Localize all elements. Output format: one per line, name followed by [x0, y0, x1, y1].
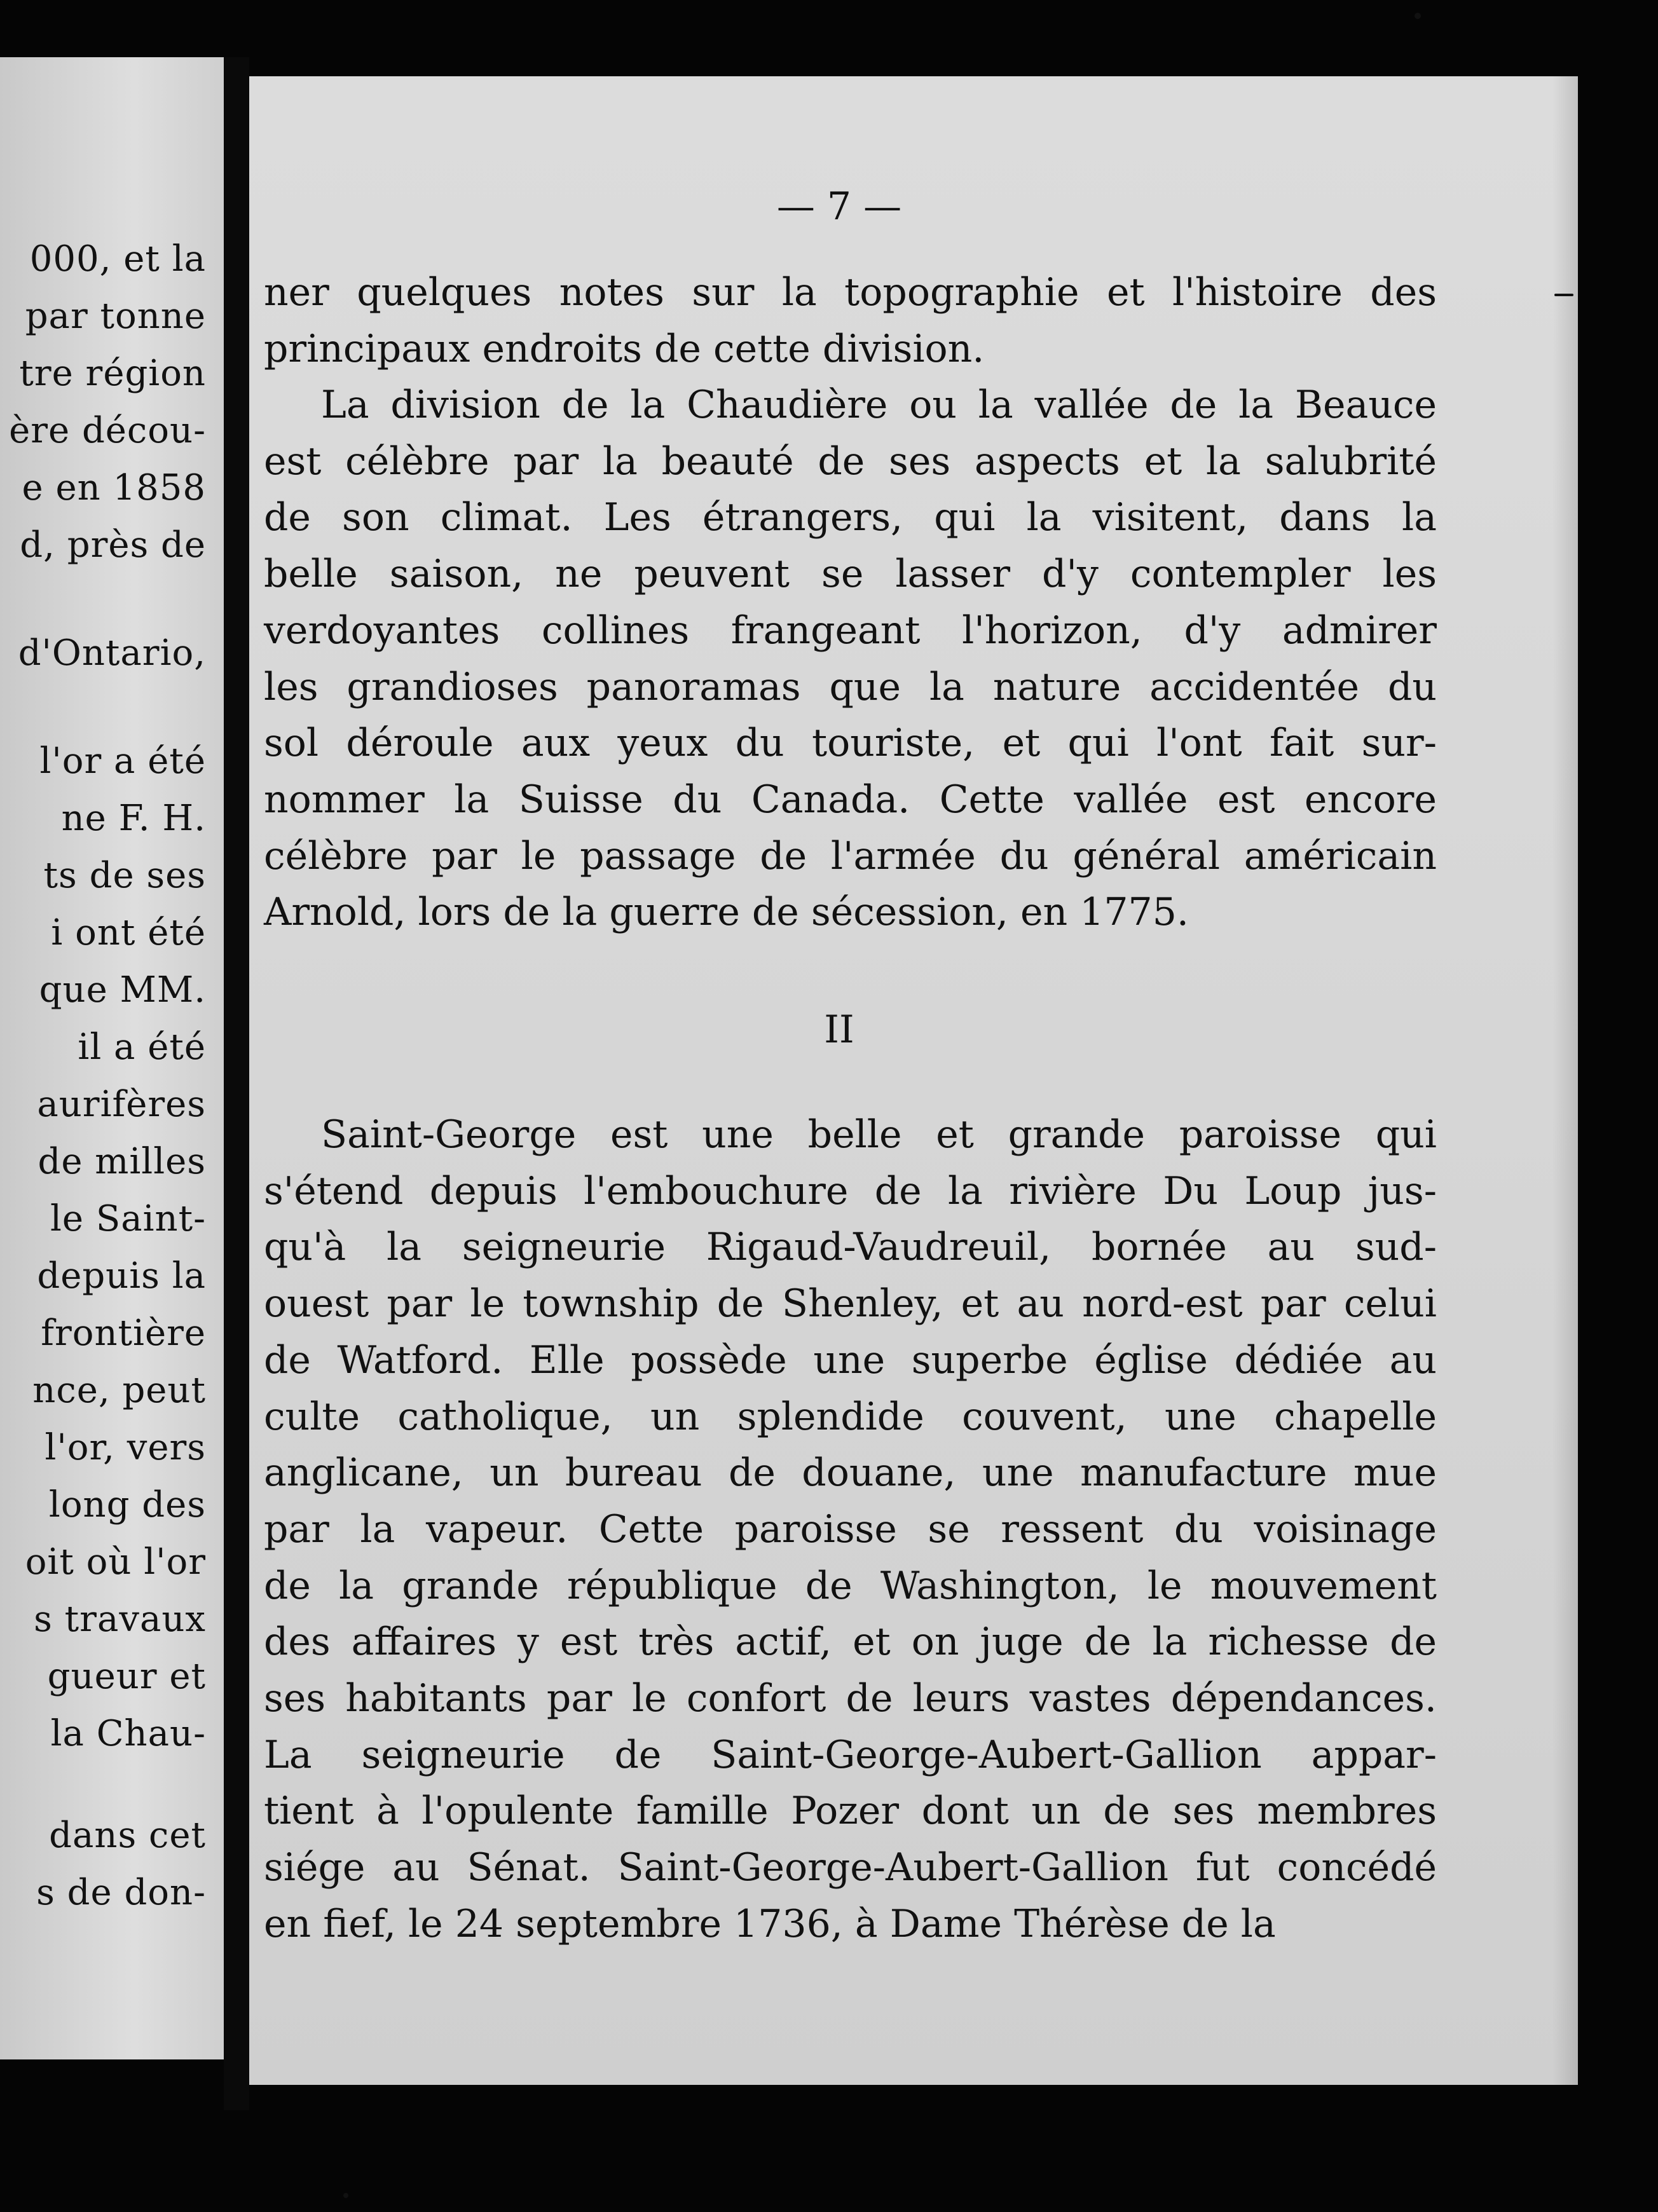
left-page-fragment: nce, peut [32, 1370, 206, 1411]
text-line: tient à l'opulente famille Pozer dont un de ses membres [264, 1789, 1437, 1833]
page-number: — 7 — [776, 184, 902, 229]
left-page-fragment: l'or, vers [45, 1427, 206, 1468]
text-line: La seigneurie de Saint-George-Aubert-Gallion appar- [264, 1733, 1437, 1777]
left-page-fragment: depuis la [37, 1255, 206, 1297]
text-line: de son climat. Les étrangers, qui la visitent, dans la [264, 495, 1437, 540]
book-gutter [224, 57, 249, 2110]
text-line: sol déroule aux yeux du touriste, et qui l'ont fait sur- [264, 721, 1437, 765]
text-line: Saint-George est une belle et grande paroisse qui [321, 1112, 1437, 1157]
left-page-fragment: s de don- [36, 1872, 206, 1913]
left-page-fragment: i ont été [51, 912, 206, 953]
text-line: belle saison, ne peuvent se lasser d'y contempler les [264, 552, 1437, 596]
text-line: s'étend depuis l'embouchure de la rivière Du Loup jus- [264, 1169, 1437, 1213]
page-edge-shadow [1552, 76, 1578, 2085]
right-page [249, 76, 1578, 2085]
left-page-fragment: il a été [78, 1027, 206, 1068]
text-line: ses habitants par le confort de leurs vastes dépendances. [264, 1676, 1437, 1721]
left-page-fragment: le Saint- [50, 1198, 206, 1239]
left-page-fragment: ts de ses [43, 855, 206, 896]
text-line: qu'à la seigneurie Rigaud-Vaudreuil, bornée au sud- [264, 1225, 1437, 1269]
text-line: est célèbre par la beauté de ses aspects et la salubrité [264, 439, 1437, 484]
text-line: La division de la Chaudière ou la vallée de la Beauce [321, 383, 1437, 427]
left-page [0, 57, 224, 2059]
section-numeral: II [824, 1007, 854, 1052]
text-line: nommer la Suisse du Canada. Cette vallée est encore [264, 777, 1437, 822]
left-page-fragment: ère décou- [9, 410, 206, 451]
left-page-fragment: gueur et [47, 1656, 206, 1697]
left-page-fragment: de milles [38, 1141, 206, 1182]
scan-speck [1415, 13, 1421, 19]
left-page-fragment: dans cet [49, 1815, 206, 1856]
left-page-fragment: l'or a été [39, 741, 206, 782]
text-line: par la vapeur. Cette paroisse se ressent du voisinage [264, 1507, 1437, 1552]
text-line: anglicane, un bureau de douane, une manufacture mue [264, 1451, 1437, 1495]
text-line: des affaires y est très actif, et on juge de la richesse de [264, 1620, 1437, 1664]
left-page-fragment: d'Ontario, [18, 632, 206, 674]
left-page-fragment: ne F. H. [61, 798, 206, 839]
text-line: célèbre par le passage de l'armée du général américain [264, 834, 1437, 878]
left-page-fragment: que MM. [39, 969, 206, 1011]
left-page-fragment: oit où l'or [25, 1541, 206, 1583]
text-line: de la grande république de Washington, le mouvement [264, 1564, 1437, 1608]
left-page-fragment: d, près de [20, 524, 206, 566]
text-line: siége au Sénat. Saint-George-Aubert-Gallion fut concédé [264, 1845, 1437, 1890]
text-line: ouest par le township de Shenley, et au nord-est par celui [264, 1281, 1437, 1326]
text-line: Arnold, lors de la guerre de sécession, en 1775. [264, 890, 1189, 934]
left-page-fragment: tre région [19, 353, 206, 394]
text-line: les grandioses panoramas que la nature accidentée du [264, 665, 1437, 709]
text-line: en fief, le 24 septembre 1736, à Dame Thérèse de la [264, 1902, 1276, 1946]
text-line: ner quelques notes sur la topographie et l'histoire des [264, 270, 1437, 315]
text-line: principaux endroits de cette division. [264, 327, 985, 371]
text-line: culte catholique, un splendide couvent, une chapelle [264, 1395, 1437, 1439]
left-page-fragment: frontière [41, 1313, 206, 1354]
left-page-fragment: e en 1858 [22, 467, 206, 509]
scan-speck [1554, 294, 1573, 296]
left-page-fragment: 000, et la [29, 238, 206, 280]
left-page-fragment: long des [48, 1484, 206, 1526]
left-page-fragment: la Chau- [50, 1713, 206, 1754]
text-line: verdoyantes collines frangeant l'horizon, d'y admirer [264, 608, 1437, 653]
left-page-fragment: s travaux [34, 1599, 206, 1640]
scan-speck [343, 2193, 348, 2198]
left-page-fragment: aurifères [37, 1084, 206, 1125]
left-page-fragment: par tonne [25, 296, 206, 337]
text-line: de Watford. Elle possède une superbe église dédiée au [264, 1338, 1437, 1382]
